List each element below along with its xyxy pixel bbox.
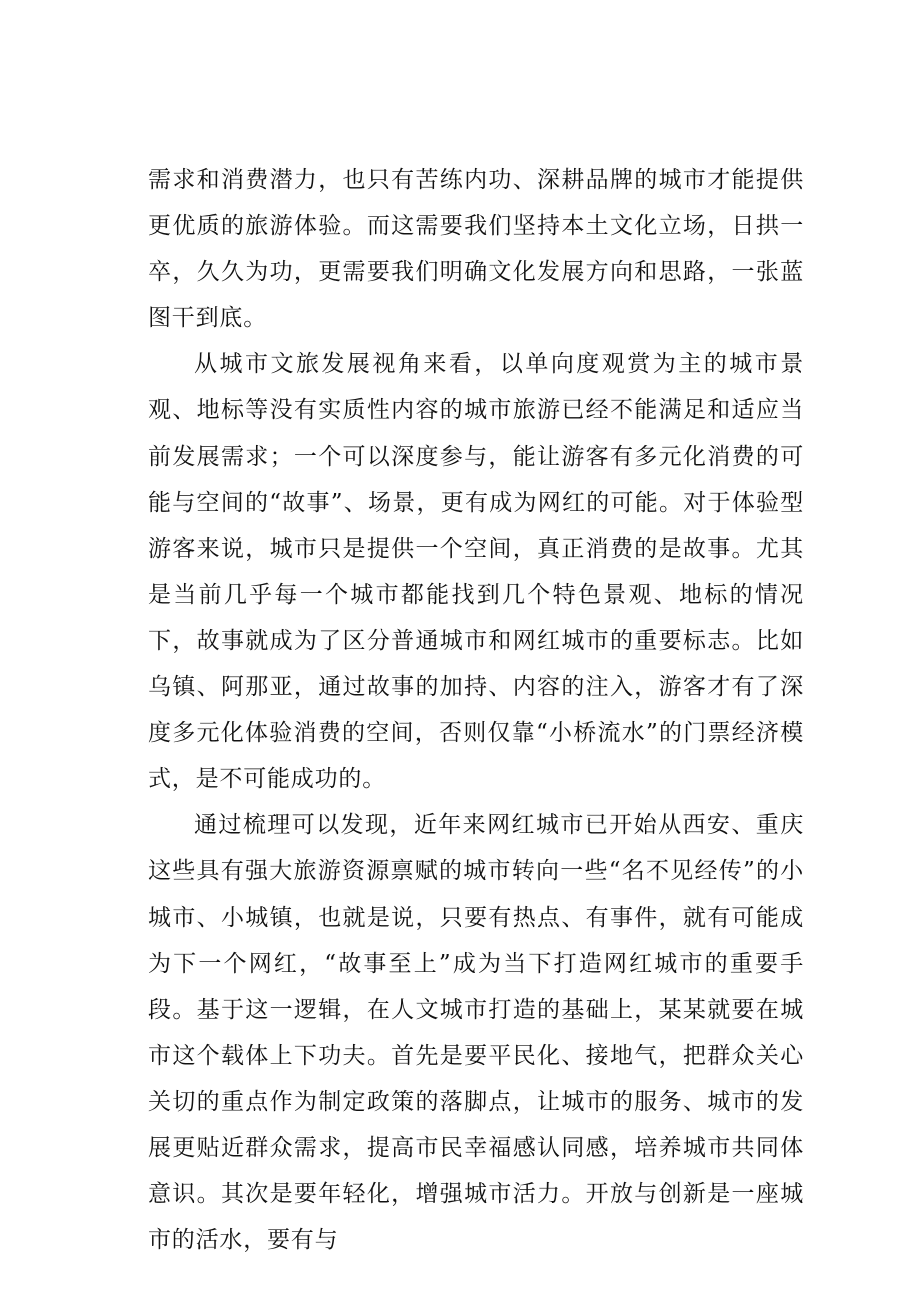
document-body	[148, 157, 804, 1263]
paragraph-1: 需求和消费潜力，也只有苦练内功、深耕品牌的城市才能提供更优质的旅游体验。而这需要我们坚持本土文化立场，日拱一卒，久久为功，更需要我们明确文化发展方向和思路，一张蓝图干到底。	[148, 167, 804, 332]
paragraph-3: 通过梳理可以发现，近年来网红城市已开始从西安、重庆这些具有强大旅游资源禀赋的城市转向一些“名不见经传”的小城市、小城镇，也就是说，只要有热点、有事件，就有可能成为下一个网红，“故事至上”成为当下打造网红城市的重要手段。基于这一逻辑，在人文城市打造的基础上，某某就要在城市这个载体上下功夫。首先是要平民化、接地气，把群众关心关切的重点作为制定政策的落脚点，让城市的服务、城市的发展更贴近群众需求，提高市民幸福感认同感，培养城市共同体意识。其次是要年轻化，增强城市活力。开放与创新是一座城市的活水，要有与	[148, 812, 804, 1254]
paragraph-2: 从城市文旅发展视角来看，以单向度观赏为主的城市景观、地标等没有实质性内容的城市旅游已经不能满足和适应当前发展需求；一个可以深度参与，能让游客有多元化消费的可能与空间的“故事”、场景，更有成为网红的可能。对于体验型游客来说，城市只是提供一个空间，真正消费的是故事。尤其是当前几乎每一个城市都能找到几个特色景观、地标的情况下，故事就成为了区分普通城市和网红城市的重要标志。比如乌镇、阿那亚，通过故事的加持、内容的注入，游客才有了深度多元化体验消费的空间，否则仅靠“小桥流水”的门票经济模式，是不可能成功的。	[148, 351, 804, 793]
